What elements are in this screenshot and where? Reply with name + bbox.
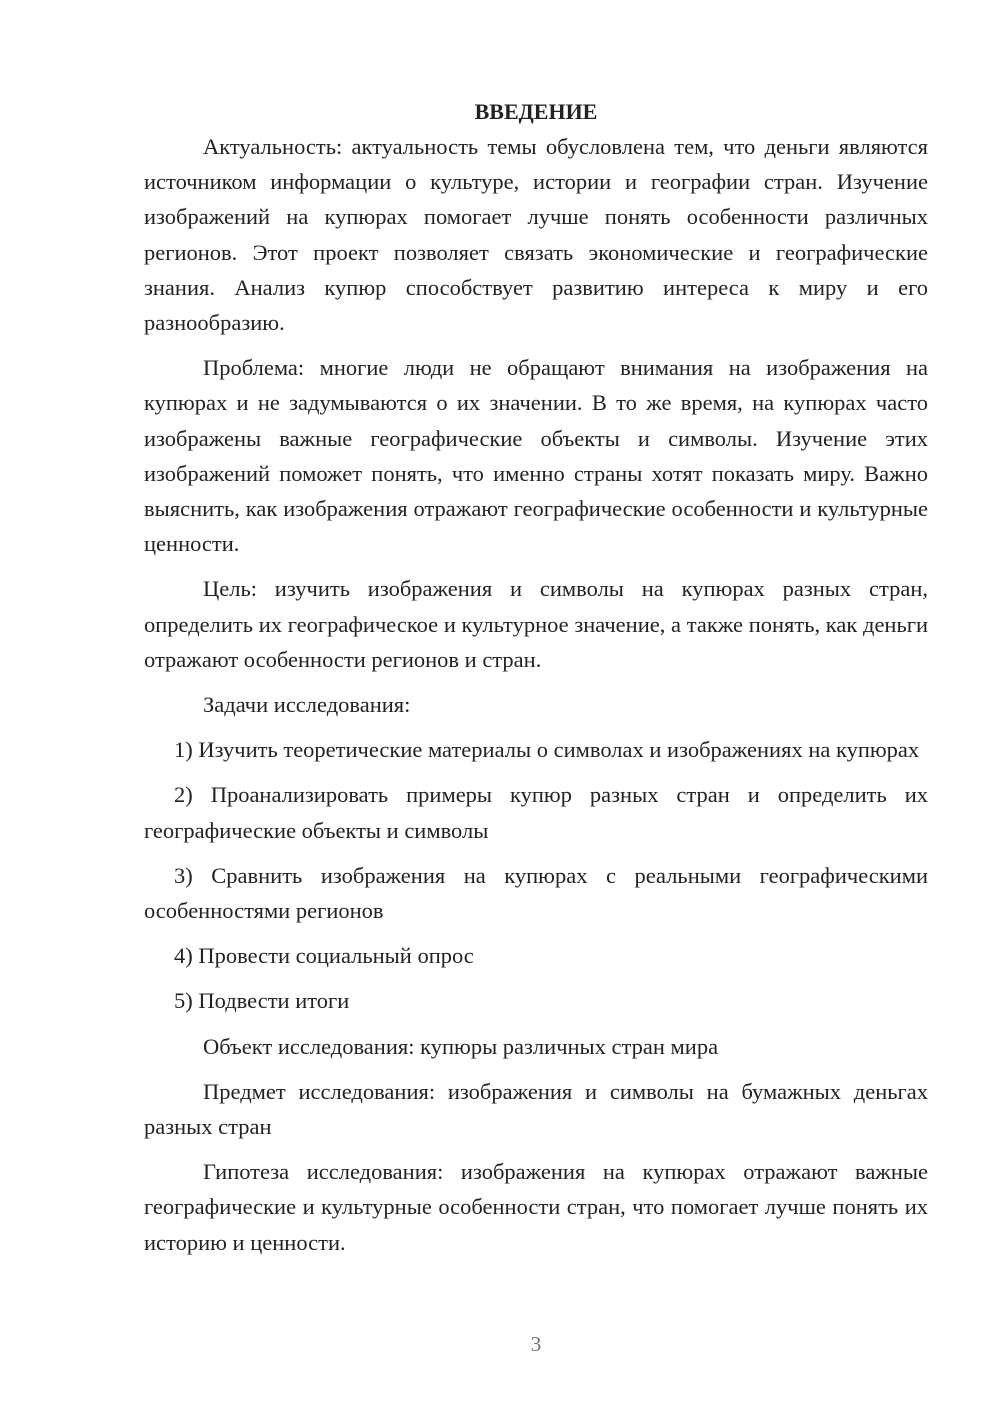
paragraph-problem: Проблема: многие люди не обращают внимания на изображения на купюрах и не задумываются о их значении. В то же время, на купюрах часто изображены важные географические объекты и символы. Изучение этих изображений поможет понять, что именно страны хотят показать миру. Важно выяснить, как изображения отражают географические особенности и культурные ценности. [144,355,928,557]
page-content [144,94,928,1260]
task-item-3: 3) Сравнить изображения на купюрах с реальными географическими особенностями регионов [144,862,928,924]
tasks-heading: Задачи исследования: [203,692,411,718]
task-item-4: 4) Провести социальный опрос [174,943,474,969]
paragraph-subject: Предмет исследования: изображения и символы на бумажных деньгах разных стран [144,1078,928,1140]
page-number: 3 [530,1332,542,1356]
paragraph-relevance: Актуальность: актуальность темы обусловлена тем, что деньги являются источником информации о культуре, истории и географии стран. Изучение изображений на купюрах помогает лучше понять особенности различных регионов. Этот проект позволяет связать экономические и географические знания. Анализ купюр способствует развитию интереса к миру и его разнообразию. [144,134,928,336]
page-title: ВВЕДЕНИЕ [474,99,598,124]
paragraph-object: Объект исследования: купюры различных стран мира [203,1033,719,1059]
paragraph-goal: Цель: изучить изображения и символы на купюрах разных стран, определить их географическое и культурное значение, а также понять, как деньги отражают особенности регионов и стран. [144,576,928,672]
task-item-5: 5) Подвести итоги [174,988,350,1014]
task-item-2: 2) Проанализировать примеры купюр разных стран и определить их географические объекты и символы [144,782,928,843]
paragraph-hypothesis: Гипотеза исследования: изображения на купюрах отражают важные географические и культурные особенности стран, что помогает лучше понять их историю и ценности. [144,1159,928,1255]
task-item-1: 1) Изучить теоретические материалы о символах и изображениях на купюрах [174,737,920,763]
